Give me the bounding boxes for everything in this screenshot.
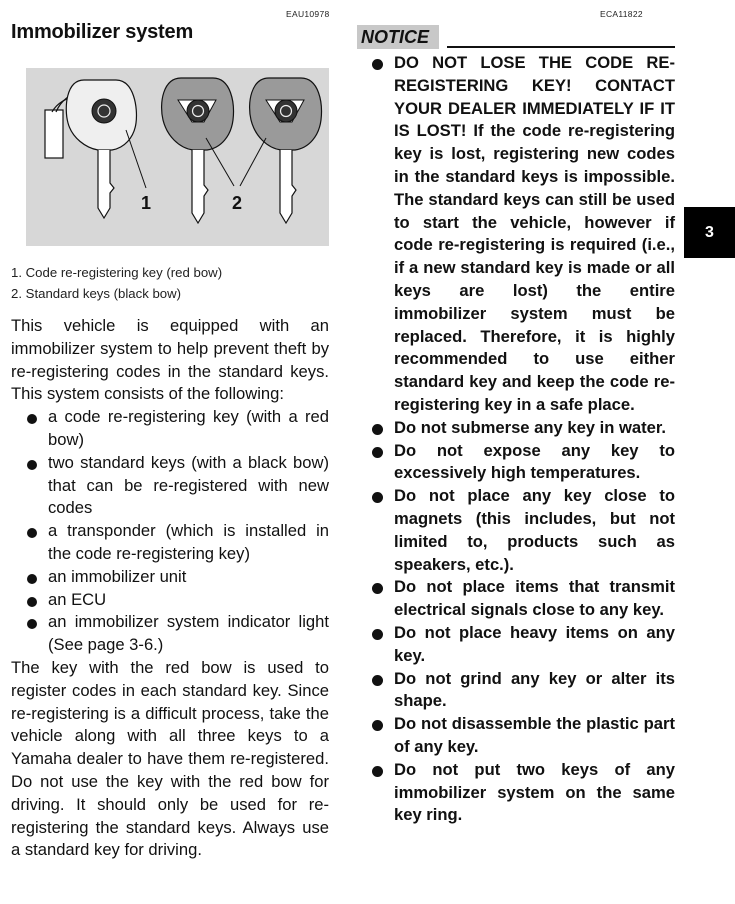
section-title: Immobilizer system bbox=[11, 21, 194, 43]
notice-item: Do not expose any key to excessively high temperatures. bbox=[367, 440, 675, 486]
list-item: a code re-registering key (with a red bow) bbox=[11, 406, 329, 452]
notice-header bbox=[357, 25, 675, 49]
keys-illustration bbox=[26, 68, 329, 246]
notice-rule bbox=[447, 46, 675, 48]
code-key-icon bbox=[66, 80, 136, 218]
list-item: an ECU bbox=[11, 589, 329, 612]
notice-item: Do not disassemble the plastic part of any key. bbox=[367, 713, 675, 759]
bullet-icon bbox=[372, 583, 383, 594]
key-tag-icon bbox=[45, 110, 63, 158]
bullet-icon bbox=[372, 492, 383, 503]
standard-key-icon bbox=[162, 78, 234, 223]
notice-item: Do not place items that transmit electrical signals close to any key. bbox=[367, 576, 675, 622]
bullet-icon bbox=[27, 597, 37, 607]
intro-paragraph: This vehicle is equipped with an immobilizer system to help prevent theft by re-registering codes in the standard keys. This system consists of the following: bbox=[11, 316, 329, 404]
keys-drawing bbox=[26, 68, 329, 246]
main-body bbox=[11, 315, 329, 862]
list-item: a transponder (which is installed in the code re-registering key) bbox=[11, 520, 329, 566]
notice-item: Do not submerse any key in water. bbox=[367, 417, 675, 440]
list-item: an immobilizer unit bbox=[11, 566, 329, 589]
closing-paragraph: The key with the red bow is used to register codes in each standard key. Since re-registering is a difficult process, take the vehicle along with all three keys to a Yamaha dealer to have them re-registered. Do not use the key with the red bow for driving. It should only be used for re-registering the standard keys. Always use a standard key for driving. bbox=[11, 657, 329, 860]
notice-item: Do not place any key close to magnets (this includes, but not limited to, products such as speakers, etc.). bbox=[367, 485, 675, 576]
document-code-left: EAU10978 bbox=[286, 9, 330, 19]
chapter-tab: 3 bbox=[684, 207, 735, 258]
notice-item: Do not place heavy items on any key. bbox=[367, 622, 675, 668]
bullet-icon bbox=[27, 414, 37, 424]
list-item: two standard keys (with a black bow) that can be re-registered with new codes bbox=[11, 452, 329, 520]
figure-captions bbox=[11, 262, 222, 304]
bullet-icon bbox=[372, 59, 383, 70]
bullet-icon bbox=[372, 720, 383, 731]
bullet-icon bbox=[27, 460, 37, 470]
document-code-right: ECA11822 bbox=[600, 9, 643, 19]
notice-item: Do not put two keys of any immobilizer system on the same key ring. bbox=[367, 759, 675, 827]
list-item: an immobilizer system indicator light (See page 3-6.) bbox=[11, 611, 329, 657]
caption-2: 2. Standard keys (black bow) bbox=[11, 286, 182, 301]
bullet-icon bbox=[27, 528, 37, 538]
bullet-icon bbox=[372, 629, 383, 640]
bullet-icon bbox=[372, 766, 383, 777]
bullet-icon bbox=[27, 574, 37, 584]
bullet-icon bbox=[27, 619, 37, 629]
bullet-icon bbox=[372, 447, 383, 458]
caption-1: 1. Code re-registering key (red bow) bbox=[11, 265, 223, 280]
standard-key-icon bbox=[250, 78, 322, 223]
notice-item: DO NOT LOSE THE CODE RE-REGISTERING KEY! CONTACT YOUR DEALER IMMEDIATELY IF IT IS LOST! If the code re-registering key is lost, registering new codes in the standard keys is impossible. The standard keys can still be used to start the vehicle, however if code re-registering is required (i.e., if a new standard key is made or all keys are lost) the entire immobilizer system must be replaced. Therefore, it is highly recommended to use either standard key and keep the code re-registering key in a safe place. bbox=[367, 52, 675, 417]
callout-2: 2 bbox=[232, 193, 243, 213]
notice-item: Do not grind any key or alter its shape. bbox=[367, 668, 675, 714]
callout-1: 1 bbox=[141, 193, 152, 213]
notice-list bbox=[367, 52, 675, 827]
components-list bbox=[11, 406, 329, 657]
bullet-icon bbox=[372, 424, 383, 435]
bullet-icon bbox=[372, 675, 383, 686]
notice-label: NOTICE bbox=[357, 25, 439, 49]
